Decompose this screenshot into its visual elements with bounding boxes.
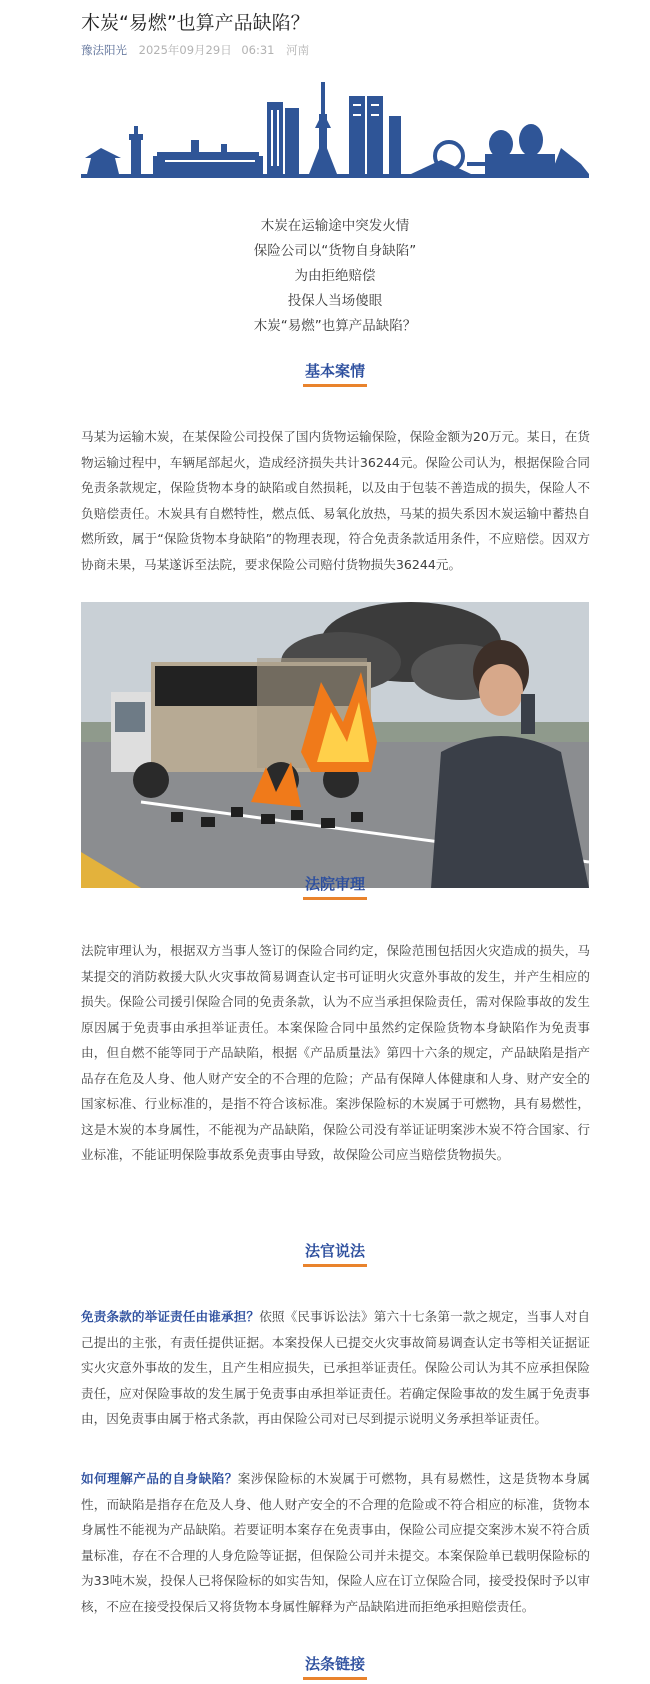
answer-2: 案涉保险标的木炭属于可燃物，具有易燃性，这是货物本身属性，而缺陷是指存在危及人身、他人财产安全的不合理的危险或不符合相应的标准，货物本身属性不能视为产品缺陷。若要证明本案存在免责事由，保险公司应提交案涉木炭不符合质量标准，存在不合理的人身危险等证据，但保险公司并未提交。本案保险单已载明保险标的为33吨木炭，投保人已将保险标的如实告知，保险人应在订立保险合同，接受投保时予以审核，不应在接受投保后又将货物本身属性解释为产品缺陷进而拒绝承担赔偿责任。 bbox=[81, 1471, 591, 1614]
section-heading-text: 法院审理 bbox=[303, 874, 367, 900]
author-link[interactable]: 豫法阳光 bbox=[81, 43, 127, 57]
answer-1: 依照《民事诉讼法》第六十七条第一款之规定，当事人对自己提出的主张，有责任提供证据。本案投保人已提交火灾事故简易调查认定书等相关证据证实火灾意外事故的发生，且产生相应损失，已承担举证责任。保险公司认为其不应承担保险责任，应对保险事故的发生属于免责事由承担举证责任。若确定保险事故的发生属于免责事由，因免责事由属于格式条款，再由保险公司对已尽到提示说明义务承担举证责任。 bbox=[81, 1309, 591, 1426]
city-skyline-banner bbox=[81, 78, 589, 188]
publish-date: 2025年09月29日 bbox=[138, 43, 232, 57]
section-heading-text: 基本案情 bbox=[303, 361, 367, 387]
section-heading-court bbox=[0, 874, 650, 900]
intro-line: 木炭在运输途中突发火情 bbox=[260, 218, 410, 234]
intro-line: 为由拒绝赔偿 bbox=[294, 268, 376, 284]
article-title: 木炭“易燃”也算产品缺陷？ bbox=[81, 12, 310, 34]
intro-line: 木炭“易燃”也算产品缺陷？ bbox=[253, 318, 417, 334]
intro-line: 投保人当场傻眼 bbox=[287, 293, 383, 309]
section-heading-judge bbox=[0, 1241, 650, 1267]
case-paragraph: 马某为运输木炭，在某保险公司投保了国内货物运输保险，保险金额为20万元。某日，在货物运输过程中，车辆尾部起火，造成经济损失共计36244元。保险公司认为，根据保险合同免责条款规定，保险货物本身的缺陷或自然损耗，以及由于包装不善造成的损失，保险人不负赔偿责任。木炭具有自燃特性，燃点低、易氧化放热，马某的损失系因木炭运输中蓄热自燃所致，属于“保险货物本身缺陷”的物理表现，符合免责条款适用条件，不应赔偿。因双方协商未果，马某遂诉至法院，要求保险公司赔付货物损失36244元。 bbox=[81, 429, 590, 572]
section-heading-text: 法官说法 bbox=[303, 1241, 367, 1267]
section-heading-law bbox=[0, 1654, 650, 1680]
section-heading-text: 法条链接 bbox=[303, 1654, 367, 1680]
question-2: 如何理解产品的自身缺陷？ bbox=[81, 1471, 238, 1486]
truck-fire-illustration bbox=[81, 602, 589, 888]
intro-block bbox=[0, 214, 650, 339]
section-heading-case bbox=[0, 361, 650, 387]
intro-line: 保险公司以“货物自身缺陷” bbox=[253, 243, 417, 259]
question-1: 免责条款的举证责任由谁承担？ bbox=[81, 1309, 260, 1324]
publish-location: 河南 bbox=[286, 43, 310, 57]
court-paragraph: 法院审理认为，根据双方当事人签订的保险合同约定，保险范围包括因火灾造成的损失，马某提交的消防救援大队火灾事故简易调查认定书可证明火灾意外事故的发生，并产生相应的损失。保险公司援引保险合同的免责条款，认为不应当承担保险责任，需对保险事故的发生原因属于免责事由承担举证责任。本案保险合同中虽然约定保险货物本身缺陷作为免责事由，但自燃不能等同于产品缺陷，根据《产品质量法》第四十六条的规定，产品缺陷是指产品存在危及人身、他人财产安全的不合理的危险；产品有保障人体健康和人身、财产安全的国家标准、行业标准的，是指不符合该标准。案涉保险标的木炭属于可燃物，具有易燃性，这是木炭的本身属性，不能视为产品缺陷，保险公司没有举证证明案涉木炭不符合国家、行业标准，不能证明保险事故系免责事由导致，故保险公司应当赔偿货物损失。 bbox=[81, 943, 590, 1162]
article-meta bbox=[81, 42, 309, 58]
judge-paragraph-2 bbox=[81, 1466, 590, 1619]
judge-paragraph-1 bbox=[81, 1304, 590, 1432]
publish-time: 06:31 bbox=[241, 43, 275, 57]
